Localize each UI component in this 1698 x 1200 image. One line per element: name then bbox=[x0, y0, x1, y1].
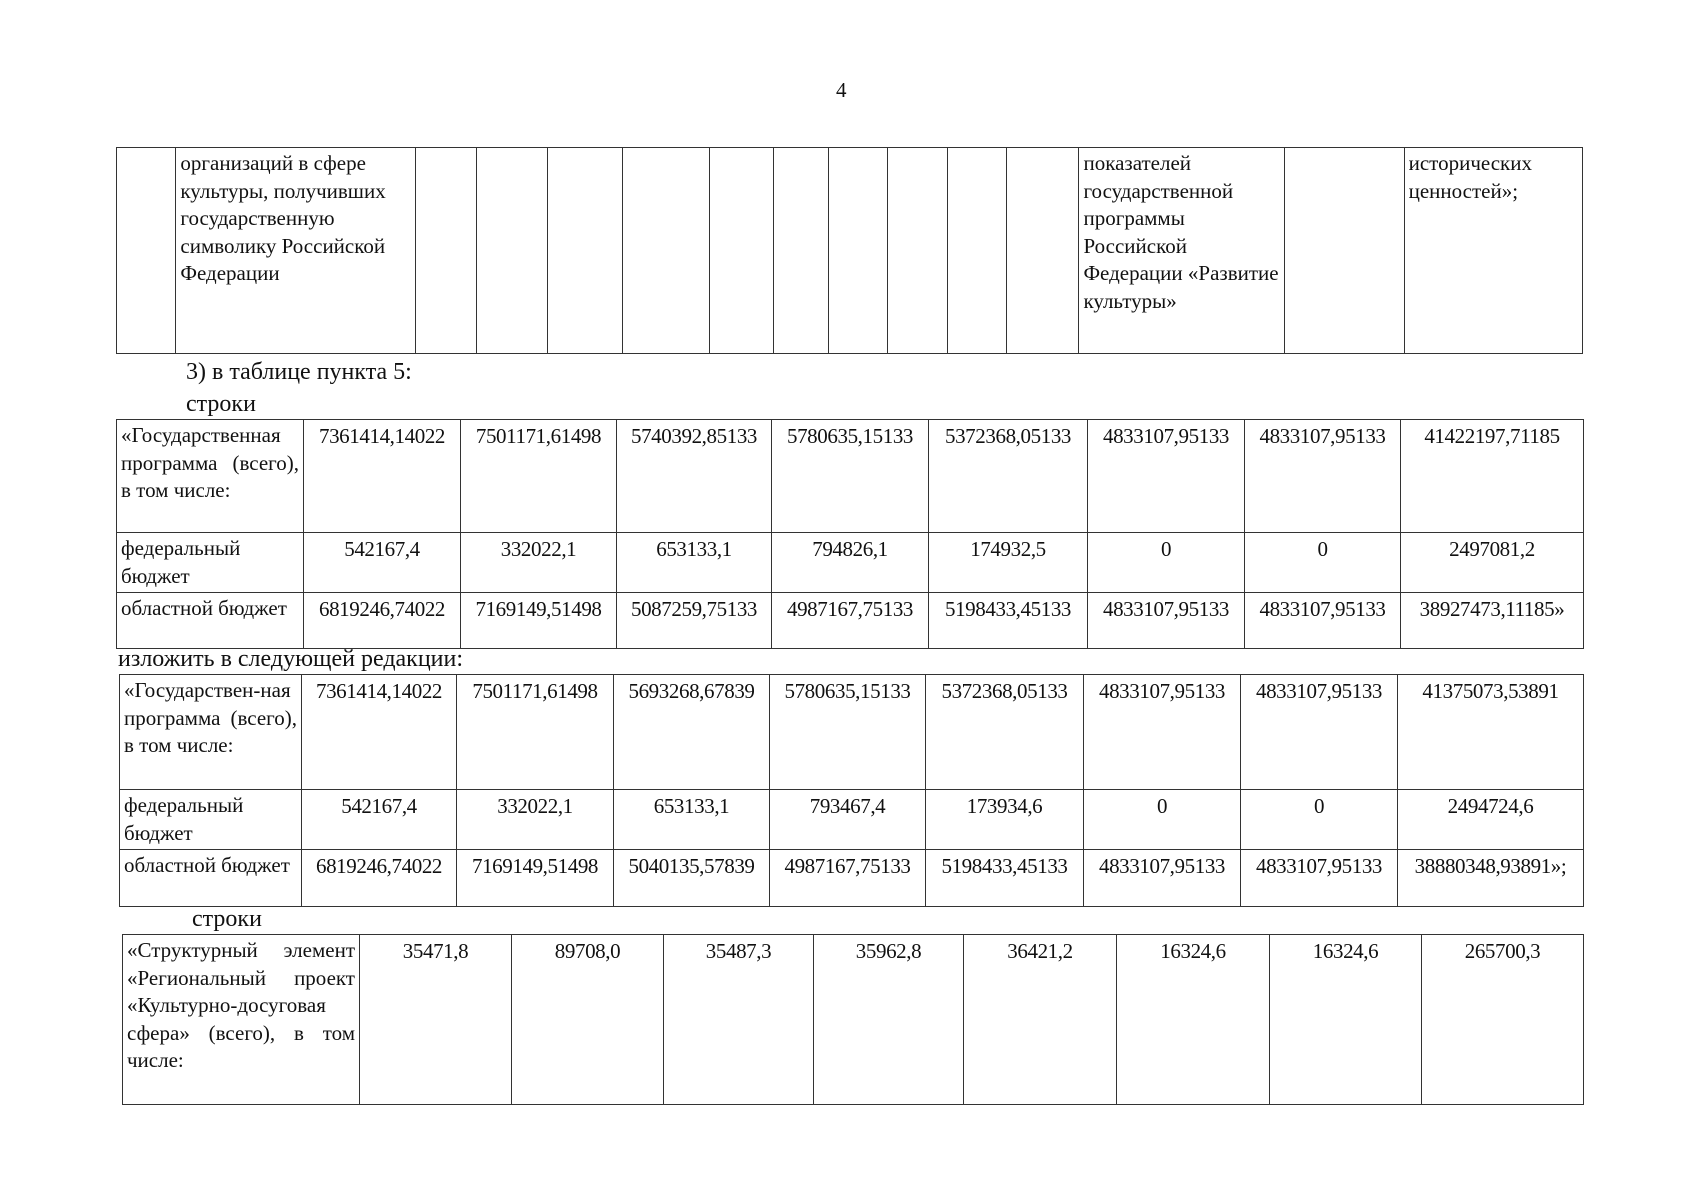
table-row bbox=[117, 533, 1584, 593]
table-cell: 36421,2 bbox=[964, 935, 1117, 1105]
row-label: «Государственная программа (всего), в том числе: bbox=[117, 420, 304, 533]
row-label: федеральный бюджет bbox=[120, 790, 302, 850]
table-cell: 653133,1 bbox=[617, 533, 772, 593]
table-cell bbox=[773, 148, 828, 354]
table-row bbox=[117, 148, 1583, 354]
table-cell: 4833107,95133 bbox=[1088, 593, 1245, 649]
row-label: областной бюджет bbox=[117, 593, 304, 649]
table-cell bbox=[888, 148, 947, 354]
table-cell bbox=[117, 148, 176, 354]
table-cell bbox=[476, 148, 547, 354]
table-cell: 4833107,95133 bbox=[1245, 593, 1401, 649]
table-cell: 41422197,71185 bbox=[1401, 420, 1584, 533]
table-cell: 2494724,6 bbox=[1398, 790, 1584, 850]
table-cell: 35487,3 bbox=[664, 935, 814, 1105]
table-cell: 542167,4 bbox=[302, 790, 457, 850]
table-row bbox=[117, 420, 1584, 533]
heading-rows: строки bbox=[186, 391, 256, 417]
table-cell: 16324,6 bbox=[1117, 935, 1270, 1105]
table-cell: 16324,6 bbox=[1270, 935, 1422, 1105]
table-cell: 5198433,45133 bbox=[929, 593, 1088, 649]
table-cell-last: исторических ценностей»; bbox=[1404, 148, 1582, 354]
table-cell: 4987167,75133 bbox=[772, 593, 929, 649]
row-label: «Государствен-ная программа (всего), в том числе: bbox=[120, 675, 302, 790]
table-cell: 542167,4 bbox=[304, 533, 461, 593]
table-cell: 5198433,45133 bbox=[926, 850, 1084, 907]
table-cell: 7361414,14022 bbox=[302, 675, 457, 790]
table-cell: 332022,1 bbox=[461, 533, 617, 593]
table-cell: 265700,3 bbox=[1422, 935, 1584, 1105]
table-cell: 4833107,95133 bbox=[1088, 420, 1245, 533]
page-number: 4 bbox=[836, 78, 847, 102]
table-cell: 38927473,11185» bbox=[1401, 593, 1584, 649]
table-row bbox=[120, 850, 1584, 907]
table-cell: 793467,4 bbox=[770, 790, 926, 850]
table-cell-indicators: показателей государственной программы Российской Федерации «Развитие культуры» bbox=[1079, 148, 1284, 354]
structural-element-table bbox=[122, 934, 1584, 1105]
table-cell: 7169149,51498 bbox=[457, 850, 614, 907]
table-cell: 2497081,2 bbox=[1401, 533, 1584, 593]
table-cell: 5780635,15133 bbox=[770, 675, 926, 790]
table-cell: 4833107,95133 bbox=[1245, 420, 1401, 533]
row-label: «Структурный элемент «Региональный проект «Культурно-досуговая сфера» (всего), в том числе: bbox=[123, 935, 360, 1105]
table-cell: 7501171,61498 bbox=[461, 420, 617, 533]
table-cell: 35962,8 bbox=[814, 935, 964, 1105]
table-cell: 0 bbox=[1084, 790, 1241, 850]
table-cell: 4987167,75133 bbox=[770, 850, 926, 907]
table-cell: 41375073,53891 bbox=[1398, 675, 1584, 790]
new-rows-table bbox=[119, 674, 1584, 907]
table-cell: 0 bbox=[1241, 790, 1398, 850]
table-cell: 5740392,85133 bbox=[617, 420, 772, 533]
table-row bbox=[123, 935, 1584, 1105]
row-label: федеральный бюджет bbox=[117, 533, 304, 593]
table-cell: 5372368,05133 bbox=[929, 420, 1088, 533]
table-cell bbox=[710, 148, 774, 354]
table-cell-label: организаций в сфере культуры, получивших государственную символику Российской Федерации bbox=[176, 148, 416, 354]
table-cell: 5780635,15133 bbox=[772, 420, 929, 533]
table-row bbox=[117, 593, 1584, 649]
table-cell: 5040135,57839 bbox=[614, 850, 770, 907]
table-cell: 6819246,74022 bbox=[302, 850, 457, 907]
table-cell: 653133,1 bbox=[614, 790, 770, 850]
table-cell: 7169149,51498 bbox=[461, 593, 617, 649]
table-cell: 89708,0 bbox=[512, 935, 664, 1105]
table-cell bbox=[828, 148, 887, 354]
table-cell: 35471,8 bbox=[360, 935, 512, 1105]
table-cell: 0 bbox=[1088, 533, 1245, 593]
heading-item-3: 3) в таблице пункта 5: bbox=[186, 359, 412, 385]
table-cell: 5087259,75133 bbox=[617, 593, 772, 649]
table-cell bbox=[1007, 148, 1079, 354]
table-cell: 332022,1 bbox=[457, 790, 614, 850]
table-cell: 5372368,05133 bbox=[926, 675, 1084, 790]
table-cell: 794826,1 bbox=[772, 533, 929, 593]
old-rows-table bbox=[116, 419, 1584, 649]
table-cell bbox=[947, 148, 1006, 354]
table-cell: 5693268,67839 bbox=[614, 675, 770, 790]
table-cell bbox=[622, 148, 710, 354]
table-cell: 174932,5 bbox=[929, 533, 1088, 593]
table-cell bbox=[416, 148, 476, 354]
table-cell: 38880348,93891»; bbox=[1398, 850, 1584, 907]
row-label: областной бюджет bbox=[120, 850, 302, 907]
table-cell: 4833107,95133 bbox=[1241, 675, 1398, 790]
table-cell: 173934,6 bbox=[926, 790, 1084, 850]
table-cell: 4833107,95133 bbox=[1084, 850, 1241, 907]
top-continuation-table bbox=[116, 147, 1583, 354]
table-cell bbox=[1284, 148, 1404, 354]
table-row bbox=[120, 675, 1584, 790]
table-cell bbox=[548, 148, 623, 354]
heading-new-edition: изложить в следующей редакции: bbox=[118, 646, 464, 672]
table-cell: 7361414,14022 bbox=[304, 420, 461, 533]
table-row bbox=[120, 790, 1584, 850]
table-cell: 0 bbox=[1245, 533, 1401, 593]
heading-rows: строки bbox=[192, 906, 262, 932]
table-cell: 4833107,95133 bbox=[1084, 675, 1241, 790]
table-cell: 7501171,61498 bbox=[457, 675, 614, 790]
table-cell: 6819246,74022 bbox=[304, 593, 461, 649]
table-cell: 4833107,95133 bbox=[1241, 850, 1398, 907]
